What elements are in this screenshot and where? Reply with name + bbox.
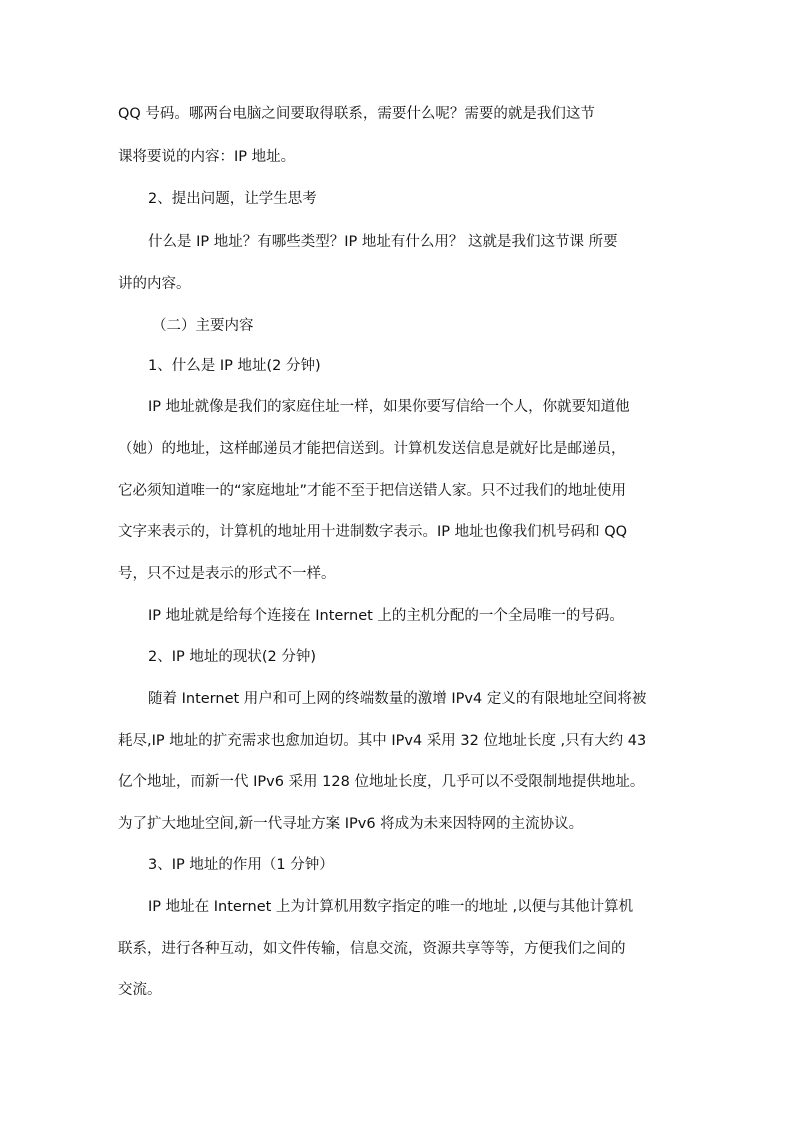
paragraph-line: 交流。 [118, 982, 162, 998]
section-heading: 2、提出问题，让学生思考 [148, 191, 317, 207]
paragraph-line: QQ 号码。哪两台电脑之间要取得联系，需要什么呢？需要的就是我们这节 [118, 106, 595, 122]
paragraph-line: 什么是 IP 地址？有哪些类型？IP 地址有什么用？ 这就是我们这节课 所要 [148, 234, 618, 250]
paragraph-line: 耗尽,IP 地址的扩充需求也愈加迫切。其中 IPv4 采用 32 位地址长度 ,只有大约 43 [118, 733, 647, 749]
paragraph-line: 联系，进行各种互动，如文件传输，信息交流，资源共享等等，方便我们之间的 [118, 941, 626, 957]
section-heading: （二）主要内容 [152, 318, 254, 334]
paragraph-line: 号，只不过是表示的形式不一样。 [118, 566, 336, 582]
section-heading: 2、IP 地址的现状(2 分钟) [148, 649, 317, 665]
paragraph-line: IP 地址就是给每个连接在 Internet 上的主机分配的一个全局唯一的号码。 [148, 608, 624, 624]
paragraph-line: 为了扩大地址空间,新一代寻址方案 IPv6 将成为未来因特网的主流协议。 [118, 816, 584, 832]
paragraph-line: 它必须知道唯一的“家庭地址”才能不至于把信送错人家。只不过我们的地址使用 [118, 483, 627, 499]
paragraph-line: IP 地址在 Internet 上为计算机用数字指定的唯一的地址 ,以便与其他计算机 [148, 899, 634, 915]
paragraph-line: 讲的内容。 [118, 276, 191, 292]
section-heading: 1、什么是 IP 地址(2 分钟) [148, 358, 321, 374]
paragraph-line: 亿个地址，而新一代 IPv6 采用 128 位地址长度，几乎可以不受限制地提供地址。 [118, 774, 645, 790]
paragraph-line: IP 地址就像是我们的家庭住址一样，如果你要写信给一个人，你就要知道他 [148, 399, 630, 415]
paragraph-line: （她）的地址，这样邮递员才能把信送到。计算机发送信息是就好比是邮递员， [118, 441, 626, 457]
section-heading: 3、IP 地址的作用（1 分钟） [148, 857, 334, 873]
paragraph-line: 课将要说的内容：IP 地址。 [118, 149, 296, 165]
paragraph-line: 随着 Internet 用户和可上网的终端数量的激增 IPv4 定义的有限地址空间将被 [148, 691, 647, 707]
paragraph-line: 文字来表示的，计算机的地址用十进制数字表示。IP 地址也像我们机号码和 QQ [118, 524, 628, 540]
